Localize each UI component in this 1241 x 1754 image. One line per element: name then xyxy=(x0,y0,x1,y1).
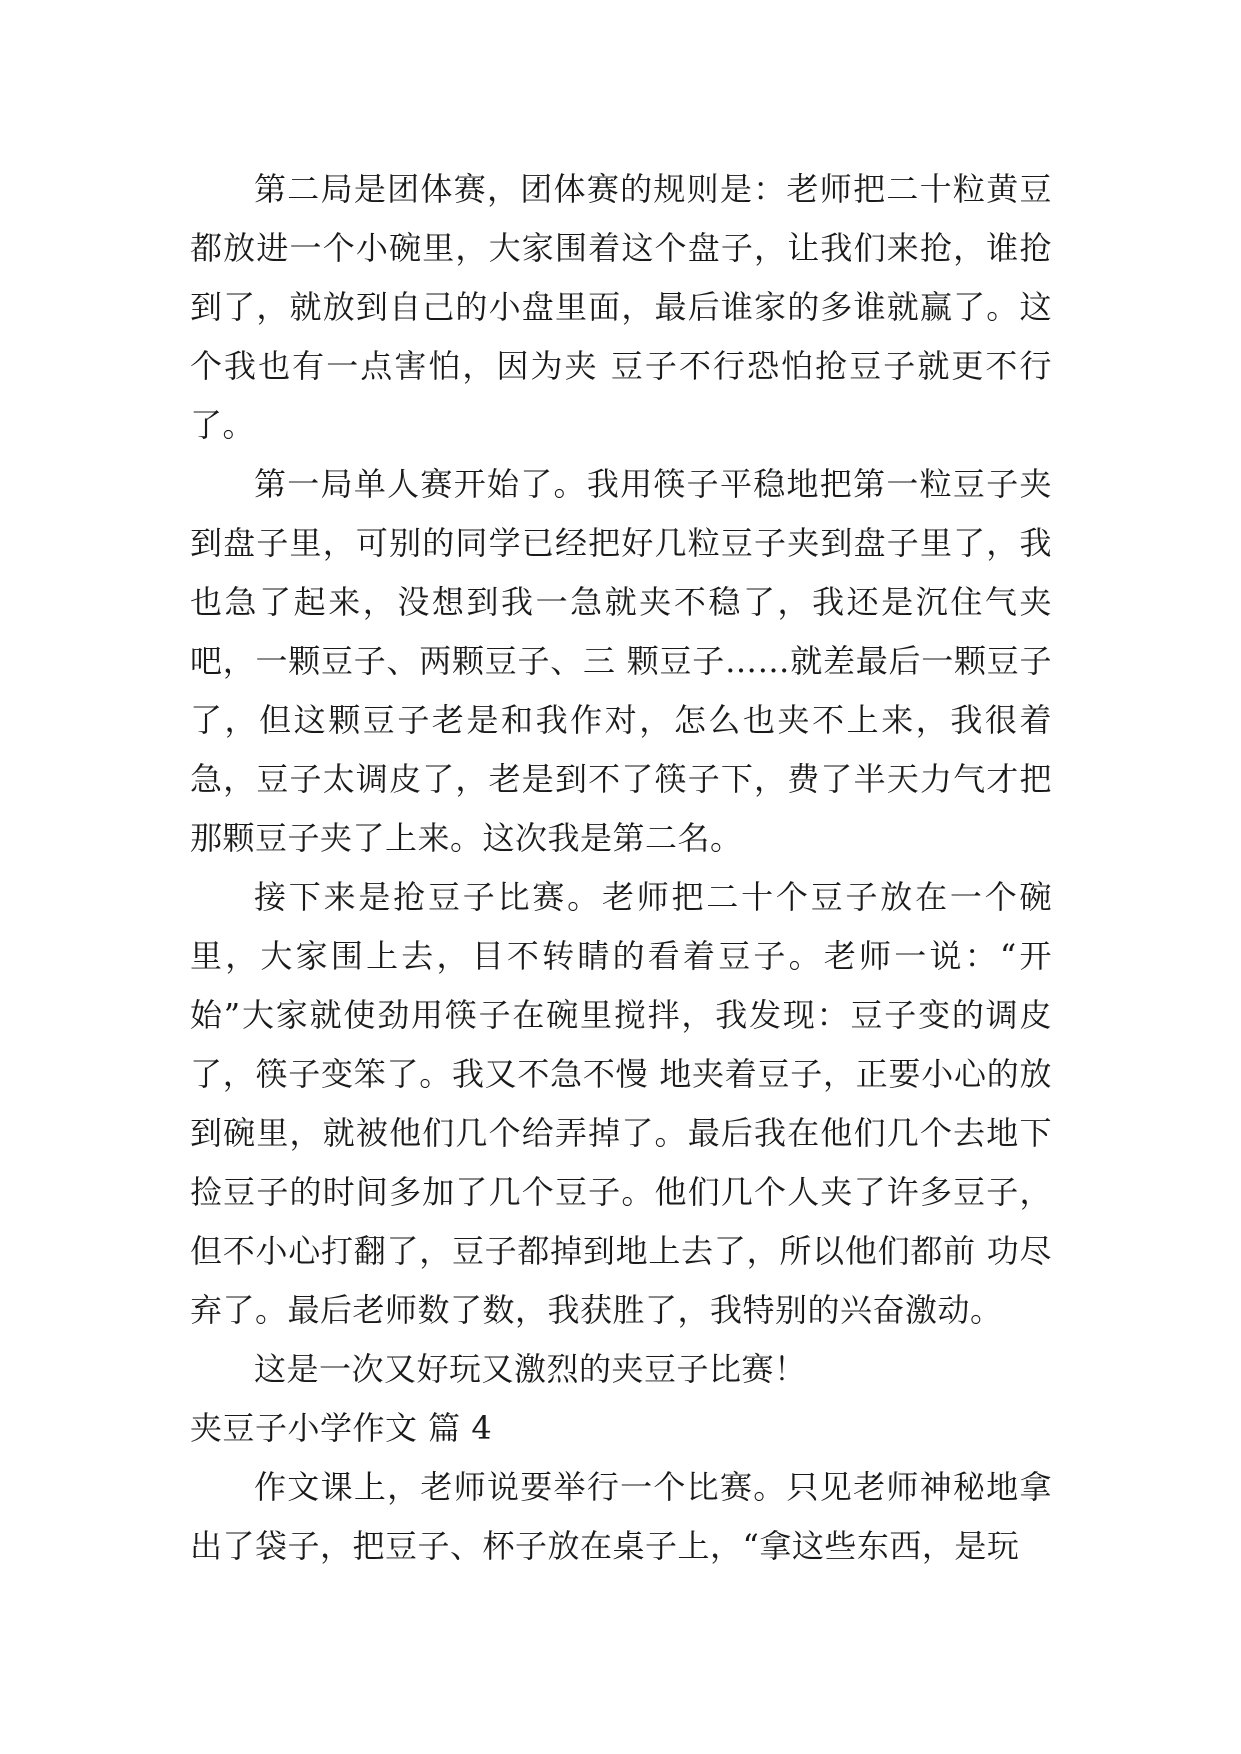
paragraph-grab-beans-contest: 接下来是抢豆子比赛。老师把二十个豆子放在一个碗里，大家围上去，目不转睛的看着豆子。老师一说：“开始”大家就使劲用筷子在碗里搅拌，我发现：豆子变的调皮了，筷子变笨了。我又不急不慢 地夹着豆子，正要小心的放到碗里，就被他们几个给弄掉了。最后我在他们几个去地下捡豆子的时间多加了几个豆子。他们几个人夹了许多豆子，但不小心打翻了，豆子都掉到地上去了，所以他们都前 功尽弃了。最后老师数了数，我获胜了，我特别的兴奋激动。 xyxy=(190,878,1052,1329)
paragraph-single-round: 第一局单人赛开始了。我用筷子平稳地把第一粒豆子夹到盘子里，可别的同学已经把好几粒豆子夹到盘子里了，我也急了起来，没想到我一急就夹不稳了，我还是沉住气夹吧，一颗豆子、两颗豆子、三 颗豆子……就差最后一颗豆子了，但这颗豆子老是和我作对，怎么也夹不上来，我很着急，豆子太调皮了，老是到不了筷子下，费了半天力气才把那颗豆子夹了上来。这次我是第二名。 xyxy=(190,465,1052,857)
document-body xyxy=(190,160,1052,1576)
paragraph-team-round-rules: 第二局是团体赛，团体赛的规则是：老师把二十粒黄豆都放进一个小碗里，大家围着这个盘子，让我们来抢，谁抢到了，就放到自己的小盘里面，最后谁家的多谁就赢了。这个我也有一点害怕，因为夹 豆子不行恐怕抢豆子就更不行了。 xyxy=(190,170,1052,444)
section-heading: 夹豆子小学作文 篇 4 xyxy=(190,1409,493,1447)
paragraph-conclusion: 这是一次又好玩又激烈的夹豆子比赛！ xyxy=(254,1350,807,1388)
paragraph-next-essay-intro: 作文课上，老师说要举行一个比赛。只见老师神秘地拿出了袋子，把豆子、杯子放在桌子上，“拿这些东西，是玩 xyxy=(190,1468,1052,1565)
